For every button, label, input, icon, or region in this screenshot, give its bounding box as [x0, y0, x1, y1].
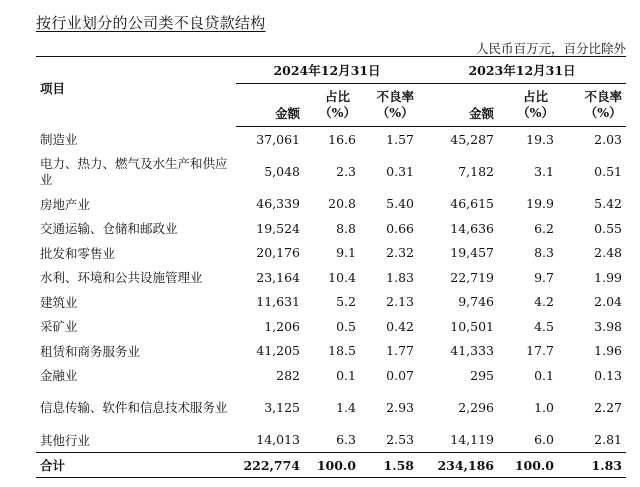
share-2024: 20.8 [328, 196, 356, 212]
share-2023: 3.1 [534, 163, 554, 179]
row-name: 信息传输、软件和信息技术服务业 [40, 399, 228, 415]
npl-unit: （%） [376, 105, 414, 120]
header-item: 项目 [36, 57, 236, 127]
share-2024: 18.5 [328, 343, 356, 359]
row-name: 电力、热力、燃气及水生产和供应业 [40, 155, 228, 187]
share-2023: 8.3 [534, 245, 554, 261]
share-2023: 6.0 [534, 432, 554, 448]
share-2024: 9.1 [336, 245, 356, 261]
share-2023: 9.7 [534, 269, 554, 285]
amount-2023: 46,615 [450, 196, 494, 212]
header-period-2023: 2023年12月31日 [418, 57, 626, 84]
header-period-2024: 2024年12月31日 [236, 57, 418, 84]
npl-2024: 2.32 [386, 245, 414, 261]
total-npl-2023: 1.83 [558, 453, 626, 478]
npl-2024: 5.40 [386, 196, 414, 212]
share-2024: 16.6 [328, 131, 356, 147]
amount-2024: 37,061 [256, 131, 300, 147]
row-name: 金融业 [40, 368, 78, 384]
share-2024: 0.1 [336, 367, 356, 383]
table-row [36, 241, 626, 266]
amount-2023: 19,457 [450, 245, 494, 261]
amount-2024: 11,631 [256, 294, 300, 310]
table-row [36, 428, 626, 453]
table-row [36, 265, 626, 290]
share-2023: 4.2 [534, 294, 554, 310]
amount-2023: 41,333 [450, 343, 494, 359]
share-2024: 6.3 [336, 432, 356, 448]
amount-2023: 45,287 [450, 131, 494, 147]
npl-2024: 2.13 [386, 294, 414, 310]
header-share-2024 [304, 84, 360, 127]
npl-2023: 0.55 [594, 220, 622, 236]
share-2024: 0.5 [336, 318, 356, 334]
row-name: 交通运输、仓储和邮政业 [40, 221, 178, 237]
share-unit: （%） [517, 105, 554, 120]
npl-2023: 2.48 [594, 245, 622, 261]
npl-2023: 2.27 [594, 399, 622, 415]
amount-2024: 1,206 [264, 318, 300, 334]
share-2023: 19.9 [526, 196, 554, 212]
share-2024: 8.8 [336, 220, 356, 236]
share-2024: 2.3 [336, 163, 356, 179]
share-2023: 17.7 [526, 343, 554, 359]
npl-label: 不良率 [376, 89, 414, 104]
share-2023: 1.0 [534, 399, 554, 415]
npl-2023: 2.03 [594, 131, 622, 147]
total-row [36, 453, 626, 478]
amount-2024: 5,048 [264, 163, 300, 179]
share-2023: 0.1 [534, 367, 554, 383]
npl-2023: 2.81 [594, 432, 622, 448]
npl-2024: 1.57 [386, 131, 414, 147]
row-name: 租赁和商务服务业 [40, 343, 141, 359]
total-label: 合计 [36, 453, 236, 478]
npl-2023: 0.13 [594, 367, 622, 383]
amount-2024: 20,176 [256, 245, 300, 261]
npl-label: 不良率 [584, 89, 622, 104]
header-amount-2023: 金额 [418, 84, 498, 127]
header-row-period [36, 57, 626, 84]
amount-2023: 2,296 [458, 399, 494, 415]
share-2024: 1.4 [336, 399, 356, 415]
npl-2024: 0.42 [386, 318, 414, 334]
table-row [36, 339, 626, 364]
npl-2023: 5.42 [594, 196, 622, 212]
table-title: 按行业划分的公司类不良贷款结构 [36, 14, 266, 32]
amount-2023: 22,719 [450, 269, 494, 285]
amount-2023: 7,182 [458, 163, 494, 179]
unit-note: 人民币百万元，百分比除外 [475, 41, 626, 56]
npl-2023: 3.98 [594, 318, 622, 334]
share-unit: （%） [319, 105, 356, 120]
npl-2024: 1.77 [386, 343, 414, 359]
total-amount-2024: 222,774 [236, 453, 304, 478]
header-share-2023 [498, 84, 558, 127]
row-name: 水利、环境和公共设施管理业 [40, 270, 203, 286]
amount-2024: 19,524 [256, 220, 300, 236]
share-2023: 6.2 [534, 220, 554, 236]
amount-2024: 14,013 [256, 432, 300, 448]
amount-2024: 23,164 [256, 269, 300, 285]
total-amount-2023: 234,186 [418, 453, 498, 478]
total-share-2024: 100.0 [304, 453, 360, 478]
npl-2023: 2.04 [594, 294, 622, 310]
share-label: 占比 [325, 89, 351, 104]
table-row [36, 363, 626, 388]
share-2024: 10.4 [328, 269, 356, 285]
row-name: 其他行业 [40, 432, 91, 448]
amount-2024: 46,339 [256, 196, 300, 212]
npl-2024: 0.66 [386, 220, 414, 236]
npl-2024: 0.31 [386, 163, 414, 179]
table-row [36, 216, 626, 241]
table-row [36, 127, 626, 152]
npl-2024: 2.93 [386, 399, 414, 415]
npl-structure-table [36, 56, 626, 478]
row-name: 批发和零售业 [40, 245, 116, 261]
table-row [36, 314, 626, 339]
amount-2023: 10,501 [450, 318, 494, 334]
npl-2024: 0.07 [386, 367, 414, 383]
header-npl-2023 [558, 84, 626, 127]
npl-2024: 1.83 [386, 269, 414, 285]
amount-2024: 3,125 [264, 399, 300, 415]
amount-2023: 295 [470, 367, 494, 383]
table-row [36, 152, 626, 192]
table-row [36, 192, 626, 217]
table-row [36, 388, 626, 428]
amount-2023: 14,119 [450, 432, 494, 448]
amount-2023: 14,636 [450, 220, 494, 236]
header-amount-2024: 金额 [236, 84, 304, 127]
npl-2023: 0.51 [594, 163, 622, 179]
row-name: 建筑业 [40, 294, 78, 310]
amount-2024: 41,205 [256, 343, 300, 359]
npl-unit: （%） [584, 105, 622, 120]
header-npl-2024 [360, 84, 418, 127]
npl-2024: 2.53 [386, 432, 414, 448]
row-name: 房地产业 [40, 196, 91, 212]
share-label: 占比 [523, 89, 549, 104]
table-row [36, 290, 626, 315]
row-name: 制造业 [40, 132, 78, 147]
amount-2024: 282 [276, 367, 300, 383]
total-npl-2024: 1.58 [360, 453, 418, 478]
npl-2023: 1.99 [594, 269, 622, 285]
npl-2023: 1.96 [594, 343, 622, 359]
share-2024: 5.2 [336, 294, 356, 310]
total-share-2023: 100.0 [498, 453, 558, 478]
share-2023: 4.5 [534, 318, 554, 334]
row-name: 采矿业 [40, 319, 78, 335]
share-2023: 19.3 [526, 131, 554, 147]
amount-2023: 9,746 [458, 294, 494, 310]
